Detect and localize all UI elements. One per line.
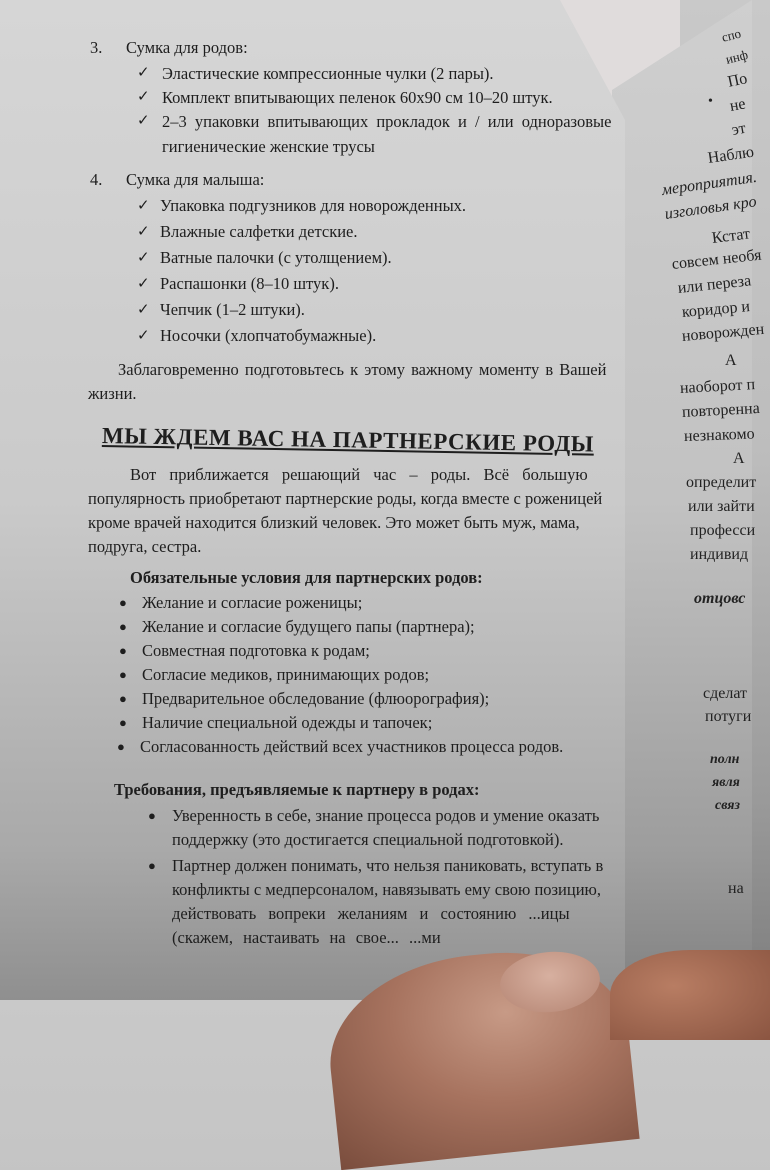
right-fragment: Наблю [706, 143, 756, 167]
checkmark-icon: ✓ [137, 224, 150, 240]
right-fragment: инф [724, 46, 750, 67]
checkmark-icon: ✓ [137, 276, 150, 292]
right-fragment: А [725, 352, 737, 369]
bullet-icon: ● [119, 667, 127, 682]
right-fragment: сделат [703, 685, 748, 702]
hand [610, 950, 770, 1040]
right-fragment: незнакомо [683, 425, 755, 445]
conditions-title: Обязательные условия для партнерских родов: [130, 568, 483, 587]
right-fragment: повторенна [681, 399, 761, 421]
list-item-line: Партнер должен понимать, что нельзя паниковать, вступать в [172, 856, 604, 875]
right-fragment: эт [730, 119, 748, 139]
closing-paragraph-line: Заблаговременно подготовьтесь к этому важному моменту в Вашей [118, 360, 607, 379]
right-fragment: мероприятия. [660, 168, 758, 199]
checkmark-icon: ✓ [137, 198, 150, 214]
bullet-icon: ● [119, 595, 127, 610]
list-item: Эластические компрессионные чулки (2 пары). [162, 64, 494, 83]
right-fragment: коридор и [681, 298, 751, 321]
list-item: Предварительное обследование (флюорография); [142, 689, 490, 708]
list-title: Сумка для родов: [126, 38, 248, 57]
list-item: Комплект впитывающих пеленок 60х90 см 10–20 штук. [162, 88, 553, 107]
list-number: 3. [90, 38, 103, 57]
requirements-title: Требования, предъявляемые к партнеру в родах: [114, 780, 480, 799]
list-item: Носочки (хлопчатобумажные). [160, 326, 377, 345]
bullet-icon: ● [119, 691, 127, 706]
list-item-line: действовать вопреки желаниям и состоянию ...ицы [172, 904, 570, 923]
right-fragment: связ [715, 798, 740, 813]
right-fragment: новорожден [681, 320, 765, 345]
list-item-line: Уверенность в себе, знание процесса родов и умение оказать [172, 806, 600, 825]
intro-paragraph-line: популярность приобретают партнерские роды, когда вместе с роженицей [88, 489, 603, 508]
list-item: Ватные палочки (с утолщением). [160, 248, 392, 267]
bullet-icon: ● [119, 715, 127, 730]
right-bullet: • [708, 94, 713, 109]
section-heading: МЫ ЖДЕМ ВАС НА ПАРТНЕРСКИЕ РОДЫ [101, 423, 595, 457]
list-item-line: (скажем, настаивать на свое... ...ми [172, 928, 441, 947]
bullet-icon: ● [117, 739, 125, 754]
list-item: Распашонки (8–10 штук). [160, 274, 339, 293]
right-fragment: индивид [690, 546, 749, 563]
right-fragment: потуги [705, 708, 752, 725]
intro-paragraph-line: Вот приближается решающий час – роды. Всё большую [130, 465, 588, 484]
checkmark-icon: ✓ [137, 113, 150, 129]
right-fragment: явля [712, 775, 740, 790]
list-item: Влажные салфетки детские. [160, 222, 358, 241]
list-title: Сумка для малыша: [126, 170, 265, 189]
checkmark-icon: ✓ [137, 65, 150, 81]
right-fragment: изголовья кро [663, 193, 758, 223]
right-fragment: отцовс [694, 590, 746, 607]
bullet-icon: ● [119, 619, 127, 634]
right-fragment: Кстат [710, 225, 751, 247]
list-item: Согласованность действий всех участников процесса родов. [140, 737, 564, 756]
checkmark-icon: ✓ [137, 328, 150, 344]
list-item: Желание и согласие роженицы; [142, 593, 363, 612]
bullet-icon: ● [148, 858, 156, 873]
list-item-line: поддержку (это достигается специальной подготовкой). [172, 830, 564, 849]
right-fragment: определит [686, 474, 757, 491]
checkmark-icon: ✓ [137, 250, 150, 266]
checkmark-icon: ✓ [137, 302, 150, 318]
right-fragment: По [726, 70, 749, 91]
bullet-icon: ● [119, 643, 127, 658]
list-item-continued: гигиенические женские трусы [162, 137, 375, 156]
right-fragment: професси [690, 522, 756, 539]
right-fragment: спо [720, 25, 743, 45]
list-item: Чепчик (1–2 штуки). [160, 300, 305, 319]
closing-paragraph-line: жизни. [88, 384, 137, 403]
intro-paragraph-line: кроме врачей находится близкий человек. Это может быть муж, мама, [88, 513, 580, 532]
list-item: Желание и согласие будущего папы (партнера); [142, 617, 475, 636]
list-number: 4. [90, 170, 103, 189]
right-fragment: совсем необя [671, 246, 763, 273]
list-item: Совместная подготовка к родам; [142, 641, 370, 660]
right-fragment: или переза [677, 272, 752, 297]
right-fragment: А [733, 450, 745, 467]
checkmark-icon: ✓ [137, 89, 150, 105]
list-item-line: конфликты с медперсоналом, навязывать ему свою позицию, [172, 880, 601, 899]
bullet-icon: ● [148, 808, 156, 823]
intro-paragraph-line: подруга, сестра. [88, 537, 202, 556]
right-fragment: не [728, 95, 747, 115]
list-item: Согласие медиков, принимающих родов; [142, 665, 430, 684]
right-fragment: или зайти [688, 498, 755, 515]
right-fragment: на [728, 880, 744, 897]
list-item: Упаковка подгузников для новорожденных. [160, 196, 467, 215]
right-fragment: полн [710, 752, 740, 767]
list-item: Наличие специальной одежды и тапочек; [142, 713, 433, 732]
right-fragment: наоборот п [679, 376, 756, 397]
list-item: 2–3 упаковки впитывающих прокладок и / или одноразовые [162, 112, 612, 131]
